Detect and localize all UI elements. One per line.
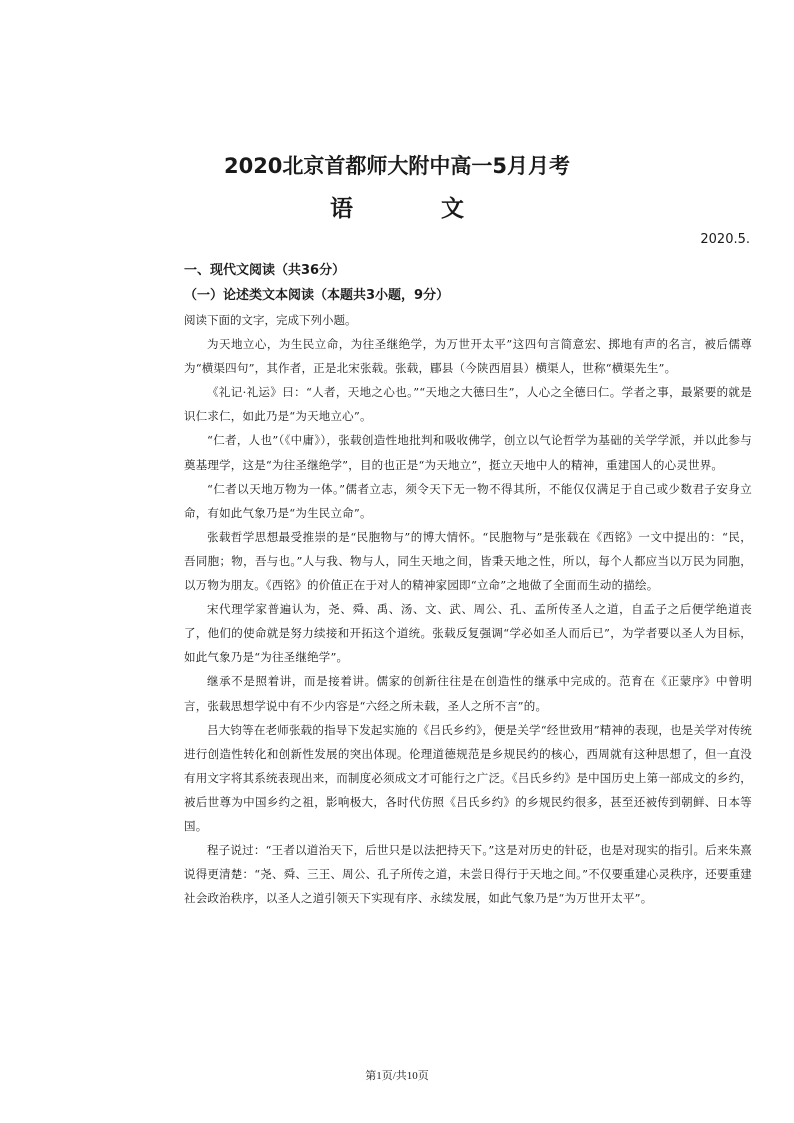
paragraph-6: 宋代理学家普遍认为，尧、舜、禹、汤、文、武、周公、孔、孟所传圣人之道，自孟子之后便学绝道丧了，他们的使命就是努力续接和开拓这个道统。张载反复强调“学必如圣人而后已”，为学者要以圣人为目标，如此气象乃是“为往圣继绝学”。 xyxy=(184,602,752,665)
exam-title: 2020北京首都师大附中高一5月月考 xyxy=(223,154,571,178)
paragraph-4: “仁者以天地万物为一体。”儒者立志，须令天下无一物不得其所，不能仅仅满足于自己或少数君子安身立命，有如此气象乃是“为生民立命”。 xyxy=(184,481,752,520)
paragraph-2: 《礼记·礼运》曰：“人者，天地之心也。”“天地之大德曰生”，人心之全德曰仁。学者之事，最紧要的就是识仁求仁，如此乃是“为天地立心”。 xyxy=(184,385,752,424)
reading-instruction: 阅读下面的文字，完成下列小题。 xyxy=(184,313,357,327)
subject-title: 语 文 xyxy=(329,196,504,222)
paragraph-9: 程子说过：“王者以道治天下，后世只是以法把持天下。”这是对历史的针砭，也是对现实的指引。后来朱熹说得更清楚：“尧、舜、三王、周公、孔子所传之道，未尝日得行于天地之间。”不仅要重建心灵秩序，还要重建社会政治秩序，以圣人之道引领天下实现有序、永续发展，如此气象乃是“为万世开太平”。 xyxy=(184,843,753,906)
section-subheading: （一）论述类文本阅读（本题共3小题，9分） xyxy=(184,288,450,303)
paragraph-5: 张载哲学思想最受推崇的是“民胞物与”的博大情怀。“民胞物与”是张载在《西铭》一文中提出的：“民，吾同胞；物，吾与也。”人与我、物与人，同生天地之间，皆秉天地之性，所以，每个人都应当以万民为同胞，以万物为朋友。《西铭》的价值正在于对人的精神家园即“立命”之地做了全面而生动的描绘。 xyxy=(184,529,752,593)
page-number: 第1页/共10页 xyxy=(365,1070,429,1082)
paragraph-3: “仁者，人也”（《中庸》），张载创造性地批判和吸收佛学，创立以气论哲学为基础的关学学派，并以此参与奠基理学，这是“为往圣继绝学”，目的也正是“为天地立”，挺立天地中人的精神，重建国人的心灵世界。 xyxy=(184,433,752,472)
section-content xyxy=(184,258,752,910)
paragraph-8: 吕大钧等在老师张载的指导下发起实施的《吕氏乡约》，便是关学“经世致用”精神的表现，也是关学对传统进行创造性转化和创新性发展的突出体现。伦理道德规范是乡规民约的核心，西周就有这种思想了，但一直没有用文字将其系统表现出来，而制度必须成文才可能行之广泛。《吕氏乡约》是中国历史上第一部成文的乡约，被后世尊为中国乡约之祖，影响极大，各时代仿照《吕氏乡约》的乡规民约很多，甚至还被传到朝鲜、日本等国。 xyxy=(184,722,752,833)
paragraph-1: 为天地立心，为生民立命，为往圣继绝学，为万世开太平”这四句言简意宏、掷地有声的名言，被后儒尊为“横渠四句”，其作者，正是北宋张载。张载，郿县（今陕西眉县）横渠人，世称“横渠先生”。 xyxy=(184,337,752,376)
exam-date: 2020.5. xyxy=(700,232,750,247)
section-heading: 一、现代文阅读（共36分） xyxy=(184,263,346,278)
paragraph-7: 继承不是照着讲，而是接着讲。儒家的创新往往是在创造性的继承中完成的。范育在《正蒙序》中曾明言，张载思想学说中有不少内容是“六经之所未载，圣人之所不言”的。 xyxy=(184,674,752,713)
